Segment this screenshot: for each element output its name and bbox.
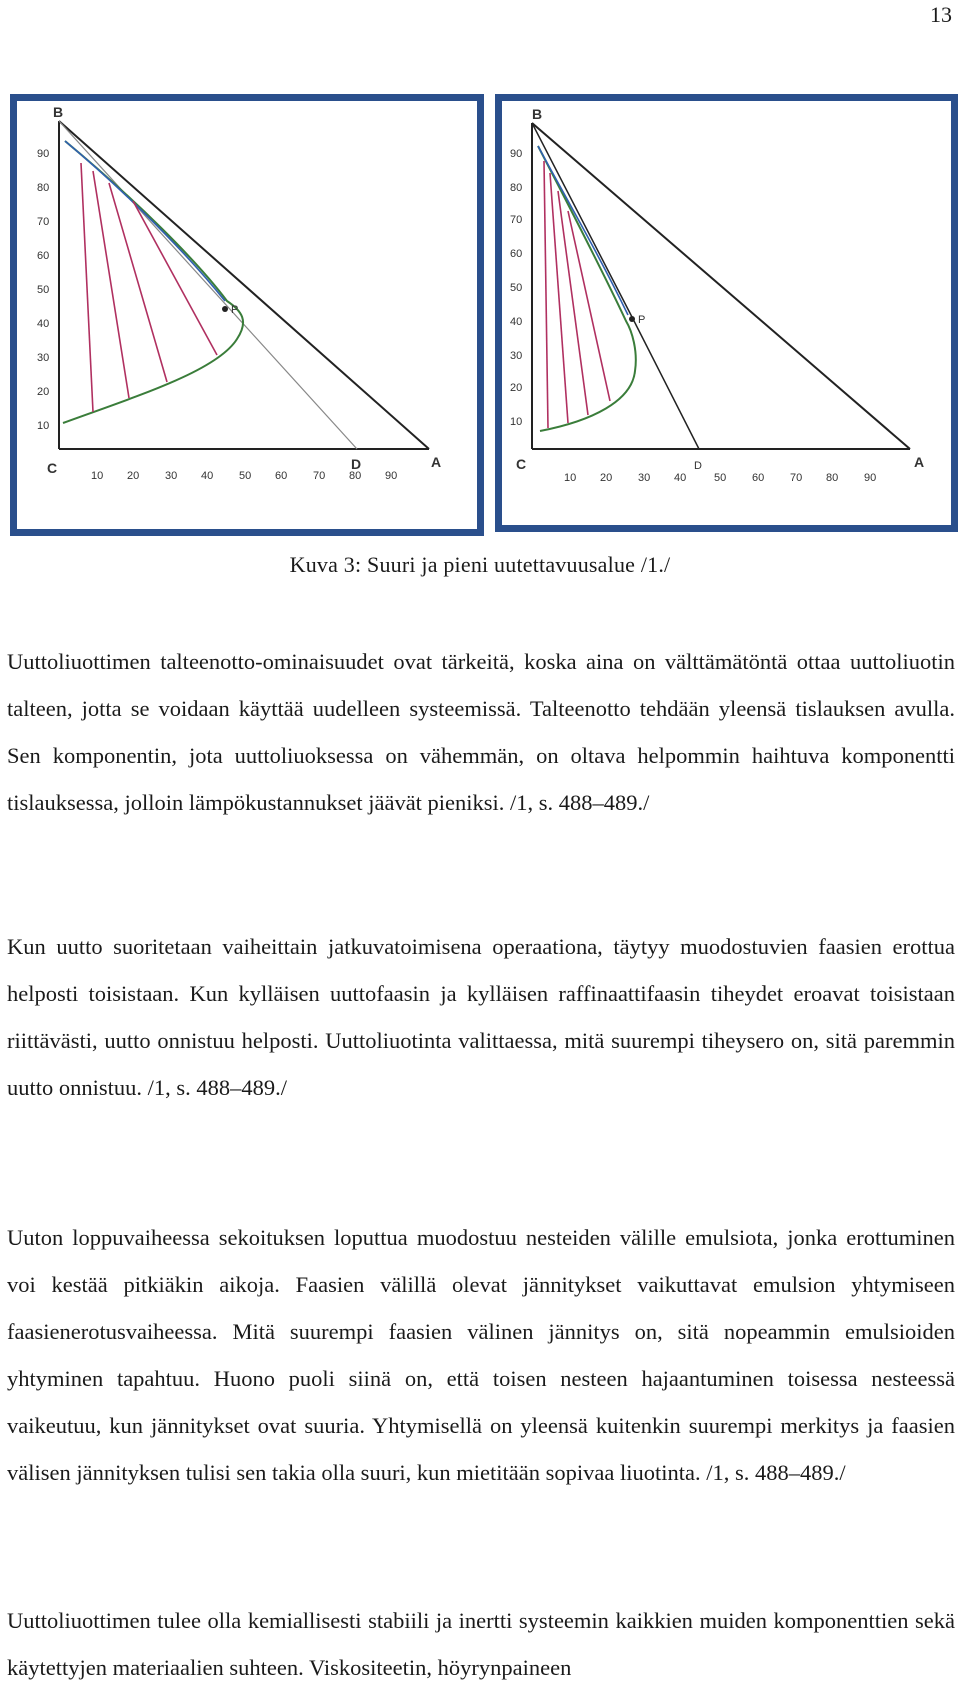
y-tick: 40 — [510, 316, 523, 328]
y-tick: 70 — [510, 214, 523, 226]
x-tick: 40 — [674, 472, 687, 484]
y-tick: 10 — [510, 416, 523, 428]
tie-line — [550, 173, 568, 423]
tie-line — [93, 171, 129, 398]
x-tick: 50 — [714, 472, 727, 484]
paragraph: Uuttoliuottimen tulee olla kemiallisesti stabiili ja inertti systeemin kaikkien muiden komponenttien sekä käytettyjen materiaalien suhteen. Viskositeetin, höyrynpaineen — [7, 1608, 955, 1680]
line-b-d — [59, 121, 357, 449]
ternary-diagram-left — [10, 94, 484, 536]
plait-point — [222, 306, 228, 312]
x-tick: 60 — [275, 470, 288, 482]
y-tick: 50 — [37, 284, 50, 296]
tie-line — [558, 191, 588, 415]
vertex-label-a: A — [431, 454, 442, 470]
x-tick: 10 — [564, 472, 577, 484]
y-tick: 70 — [37, 216, 50, 228]
y-tick: 30 — [37, 352, 50, 364]
y-tick: 20 — [510, 382, 523, 394]
figure-caption: Kuva 3: Suuri ja pieni uutettavuusalue /1./ — [289, 552, 671, 577]
x-tick: 30 — [638, 472, 651, 484]
paragraph: Kun uutto suoritetaan vaiheittain jatkuvatoimisena operaationa, täytyy muodostuvien faasien erottua helposti toisistaan. Kun kylläisen uuttofaasin ja kylläisen raffinaattifaasin tiheydet eroavat toisistaan riittävästi, uutto onnistuu helposti. Uuttoliuotinta valittaessa, mitä suurempi tiheysero on, sitä paremmin uutto onnistuu. /1, s. 488–489./ — [7, 934, 955, 1100]
y-tick: 10 — [37, 420, 50, 432]
line-b-p — [532, 123, 632, 317]
plait-point-label: P — [231, 304, 239, 316]
axis-ba — [532, 123, 910, 449]
plait-point — [629, 316, 635, 322]
x-tick: 70 — [313, 470, 326, 482]
x-tick: 20 — [127, 470, 140, 482]
vertex-label-c: C — [47, 460, 58, 476]
blue-curve — [538, 146, 628, 315]
ternary-diagram-right-svg — [502, 101, 951, 525]
vertex-label-d: D — [351, 456, 362, 472]
x-tick: 70 — [790, 472, 803, 484]
x-tick: 80 — [349, 470, 362, 482]
y-tick: 60 — [510, 248, 523, 260]
x-tick: 20 — [600, 472, 613, 484]
y-tick: 30 — [510, 350, 523, 362]
x-tick: 10 — [91, 470, 104, 482]
paragraph: Uuton loppuvaiheessa sekoituksen loputtua muodostuu nesteiden välille emulsiota, jonka erottuminen voi kestää pitkiäkin aikoja. Faasien välillä olevat jännitykset vaikuttavat emulsion yhtymiseen faasienerotusvaiheessa. Mitä suurempi faasien välinen jännitys on, sitä nopeammin emulsioiden yhtyminen tapahtuu. Huono puoli siinä on, että toisen nesteen hajaantuminen toisessa nesteessä vaikeutuu, kun jännitykset ovat suuria. Yhtymisellä on yleensä kuitenkin suurempi merkitys ja faasien välisen jännityksen tulisi sen takia olla suuri, kun mietitään sopivaa liuotinta. /1, s. 488–489./ — [7, 1225, 955, 1485]
y-tick: 90 — [510, 148, 523, 160]
page-number: 13 — [930, 2, 952, 27]
y-tick: 20 — [37, 386, 50, 398]
vertex-label-c: C — [516, 456, 527, 472]
tie-line — [81, 163, 93, 412]
ternary-diagram-right — [495, 94, 958, 532]
binodal-curve — [63, 141, 243, 423]
x-tick: 90 — [385, 470, 398, 482]
vertex-label-d: D — [694, 460, 702, 472]
x-tick: 60 — [752, 472, 765, 484]
tie-line — [544, 161, 548, 428]
x-tick: 50 — [239, 470, 252, 482]
binodal-curve — [538, 146, 636, 431]
y-tick: 80 — [37, 182, 50, 194]
x-tick: 40 — [201, 470, 214, 482]
vertex-label-b: B — [532, 106, 543, 122]
tie-line — [109, 183, 167, 382]
y-tick: 80 — [510, 182, 523, 194]
y-tick: 40 — [37, 318, 50, 330]
x-tick: 30 — [165, 470, 178, 482]
ternary-diagram-left-svg — [17, 101, 477, 529]
vertex-label-b: B — [53, 104, 64, 120]
axis-ba — [59, 121, 429, 449]
y-tick: 90 — [37, 148, 50, 160]
vertex-label-a: A — [914, 454, 925, 470]
line-p-d — [632, 317, 699, 449]
plait-point-label: P — [638, 314, 646, 326]
paragraph: Uuttoliuottimen talteenotto-ominaisuudet ovat tärkeitä, koska aina on välttämätöntä ottaa uuttoliuotin talteen, jotta se voidaan käyttää uudelleen systeemissä. Talteenotto tehdään yleensä tislauksen avulla. Sen komponentin, jota uuttoliuoksessa on vähemmän, on oltava helpommin haihtuva komponentti tislauksessa, jolloin lämpökustannukset jäävät pieniksi. /1, s. 488–489./ — [7, 649, 955, 815]
y-tick: 60 — [37, 250, 50, 262]
x-tick: 90 — [864, 472, 877, 484]
y-tick: 50 — [510, 282, 523, 294]
x-tick: 80 — [826, 472, 839, 484]
